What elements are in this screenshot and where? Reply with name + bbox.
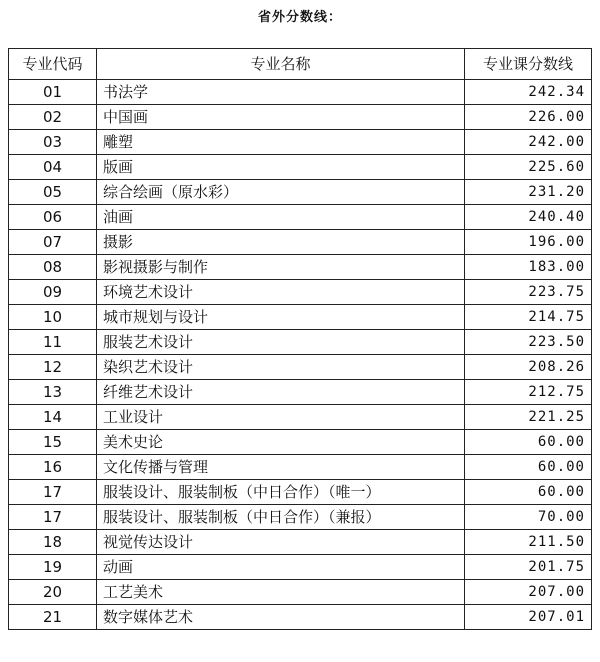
table-row [9,380,592,405]
cell-name: 城市规划与设计 [97,305,465,330]
table-row [9,480,592,505]
cell-code: 21 [9,605,97,630]
table-row [9,180,592,205]
cell-score: 183.00 [465,255,592,280]
cell-name: 纤维艺术设计 [97,380,465,405]
cell-score: 60.00 [465,455,592,480]
cell-code: 17 [9,505,97,530]
cell-score: 196.00 [465,230,592,255]
cell-score: 212.75 [465,380,592,405]
cell-name: 数字媒体艺术 [97,605,465,630]
cell-score: 60.00 [465,480,592,505]
cell-score: 231.20 [465,180,592,205]
cell-code: 07 [9,230,97,255]
cell-score: 221.25 [465,405,592,430]
cell-code: 19 [9,555,97,580]
table-row [9,530,592,555]
page-title: 省外分数线： [257,10,342,25]
score-table [8,48,592,630]
cell-name: 文化传播与管理 [97,455,465,480]
cell-score: 226.00 [465,105,592,130]
cell-code: 12 [9,355,97,380]
cell-score: 201.75 [465,555,592,580]
cell-name: 摄影 [97,230,465,255]
table-row [9,305,592,330]
cell-name: 版画 [97,155,465,180]
cell-code: 04 [9,155,97,180]
cell-code: 14 [9,405,97,430]
cell-code: 18 [9,530,97,555]
cell-name: 视觉传达设计 [97,530,465,555]
cell-name: 工艺美术 [97,580,465,605]
cell-score: 240.40 [465,205,592,230]
cell-code: 01 [9,80,97,105]
table-row [9,580,592,605]
table-row [9,330,592,355]
cell-score: 70.00 [465,505,592,530]
table-row [9,555,592,580]
cell-code: 02 [9,105,97,130]
table-row [9,105,592,130]
cell-name: 服装艺术设计 [97,330,465,355]
cell-score: 225.60 [465,155,592,180]
cell-code: 15 [9,430,97,455]
table-row [9,405,592,430]
cell-code: 13 [9,380,97,405]
table-row [9,230,592,255]
table-row [9,430,592,455]
cell-score: 223.75 [465,280,592,305]
cell-score: 207.00 [465,580,592,605]
cell-name: 书法学 [97,80,465,105]
cell-score: 60.00 [465,430,592,455]
cell-code: 08 [9,255,97,280]
cell-name: 影视摄影与制作 [97,255,465,280]
cell-name: 综合绘画（原水彩） [97,180,465,205]
cell-score: 242.34 [465,80,592,105]
table-row [9,205,592,230]
table-row [9,505,592,530]
cell-code: 09 [9,280,97,305]
table-row [9,80,592,105]
cell-name: 服装设计、服装制板（中日合作）（兼报） [97,505,465,530]
table-row [9,155,592,180]
table-row [9,255,592,280]
table-header-row [9,49,592,80]
header-code: 专业代码 [9,49,97,80]
cell-code: 06 [9,205,97,230]
cell-code: 11 [9,330,97,355]
header-score: 专业课分数线 [465,49,592,80]
table-row [9,280,592,305]
cell-score: 207.01 [465,605,592,630]
cell-code: 10 [9,305,97,330]
cell-name: 工业设计 [97,405,465,430]
table-row [9,130,592,155]
table-row [9,605,592,630]
cell-score: 208.26 [465,355,592,380]
cell-code: 05 [9,180,97,205]
cell-name: 美术史论 [97,430,465,455]
cell-name: 雕塑 [97,130,465,155]
header-name: 专业名称 [97,49,465,80]
cell-score: 223.50 [465,330,592,355]
cell-name: 动画 [97,555,465,580]
cell-score: 242.00 [465,130,592,155]
table-row [9,455,592,480]
cell-name: 服装设计、服装制板（中日合作）（唯一） [97,480,465,505]
cell-code: 16 [9,455,97,480]
cell-code: 03 [9,130,97,155]
cell-name: 油画 [97,205,465,230]
cell-score: 211.50 [465,530,592,555]
table-row [9,355,592,380]
cell-code: 20 [9,580,97,605]
cell-score: 214.75 [465,305,592,330]
cell-name: 环境艺术设计 [97,280,465,305]
cell-code: 17 [9,480,97,505]
cell-name: 中国画 [97,105,465,130]
cell-name: 染织艺术设计 [97,355,465,380]
